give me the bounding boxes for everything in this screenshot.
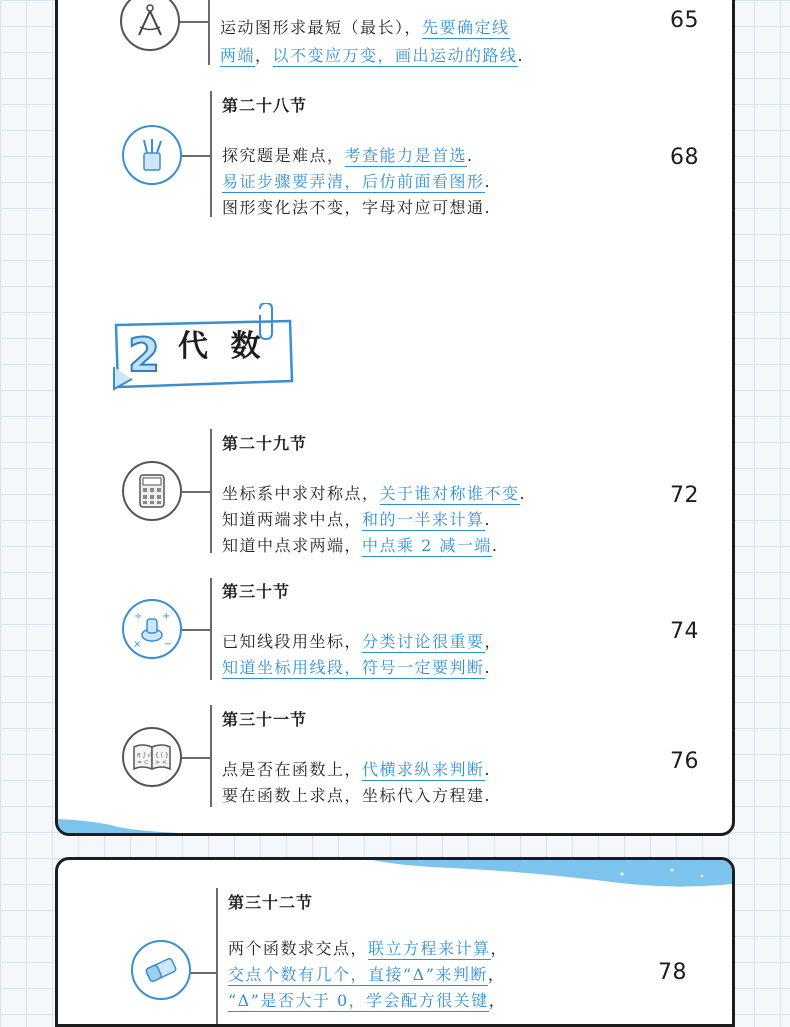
text-line: 图形变化法不变，字母对应可想通. <box>222 198 492 217</box>
section-heading: 第三十一节 <box>222 710 308 729</box>
wave-decoration <box>58 815 178 833</box>
page-number[interactable]: 68 <box>670 145 699 170</box>
section-connector <box>182 629 212 631</box>
svg-text:≈ ⊂: ≈ ⊂ <box>137 759 149 766</box>
section-bracket-line <box>210 705 212 807</box>
page-number[interactable]: 72 <box>670 483 699 508</box>
page-number[interactable]: 76 <box>670 749 699 774</box>
text-line: “Δ”是否大于 0，学会配方很关键， <box>228 991 507 1010</box>
text-line: 探究题是难点，考查能力是首选. <box>222 146 474 165</box>
text-line: 两个函数求交点，联立方程来计算， <box>228 939 509 958</box>
text-line: 坐标系中求对称点，关于谁对称谁不变. <box>222 484 527 503</box>
section-heading: 第二十八节 <box>222 96 308 115</box>
open-book-icon <box>122 727 182 787</box>
page-number[interactable]: 74 <box>670 619 699 644</box>
text-line: 易证步骤要弄清，后仿前面看图形. <box>222 172 492 191</box>
section-connector <box>182 491 212 493</box>
svg-text:+: + <box>162 611 171 622</box>
svg-text:π ∫ √: π ∫ √ <box>137 752 152 759</box>
svg-text:{ ( }: { ( } <box>155 752 169 759</box>
section-bracket-line <box>216 888 218 1027</box>
pencil-cup-icon <box>122 125 182 185</box>
text-line: 运动图形求最短（最长），先要确定线 <box>220 18 510 37</box>
compass-icon <box>120 0 180 51</box>
chapter-title: 代 数 <box>178 329 267 364</box>
text-line: 交点个数有几个，直接“Δ”来判断， <box>228 965 506 984</box>
svg-text:2: 2 <box>128 328 161 382</box>
section-heading: 第三十二节 <box>228 893 314 912</box>
text-line: 两端，以不变应万变，画出运动的路线. <box>220 46 525 65</box>
page-number[interactable]: 78 <box>658 960 687 985</box>
section-heading: 第二十九节 <box>222 434 308 453</box>
svg-text:×: × <box>133 639 142 650</box>
math-symbols-icon <box>122 599 182 659</box>
text-line: 已知线段用坐标，分类讨论很重要， <box>222 632 503 651</box>
svg-text:÷: ÷ <box>134 611 143 622</box>
section-connector <box>182 757 212 759</box>
content-card-2 <box>55 857 735 1027</box>
chapter-tag <box>110 303 310 393</box>
svg-text:> <: > < <box>155 759 167 766</box>
page-number[interactable]: 65 <box>670 8 699 33</box>
calculator-icon <box>122 461 182 521</box>
text-line: 点是否在函数上，代横求纵来判断. <box>222 760 492 779</box>
section-connector <box>180 21 210 23</box>
section-connector <box>188 972 218 974</box>
text-line: 知道坐标用线段，符号一定要判断. <box>222 658 492 677</box>
text-line: 知道两端求中点，和的一半来计算. <box>222 510 492 529</box>
wave-decoration <box>372 860 732 894</box>
section-bracket-line <box>208 0 210 65</box>
section-connector <box>182 155 212 157</box>
text-line: 要在函数上求点，坐标代入方程建. <box>222 786 492 805</box>
svg-text:−: − <box>164 639 173 650</box>
eraser-icon <box>131 940 191 1000</box>
content-card-1 <box>55 0 735 836</box>
section-bracket-line <box>210 91 212 217</box>
section-heading: 第三十节 <box>222 582 291 601</box>
text-line: 知道中点求两端，中点乘 2 减一端. <box>222 536 499 555</box>
